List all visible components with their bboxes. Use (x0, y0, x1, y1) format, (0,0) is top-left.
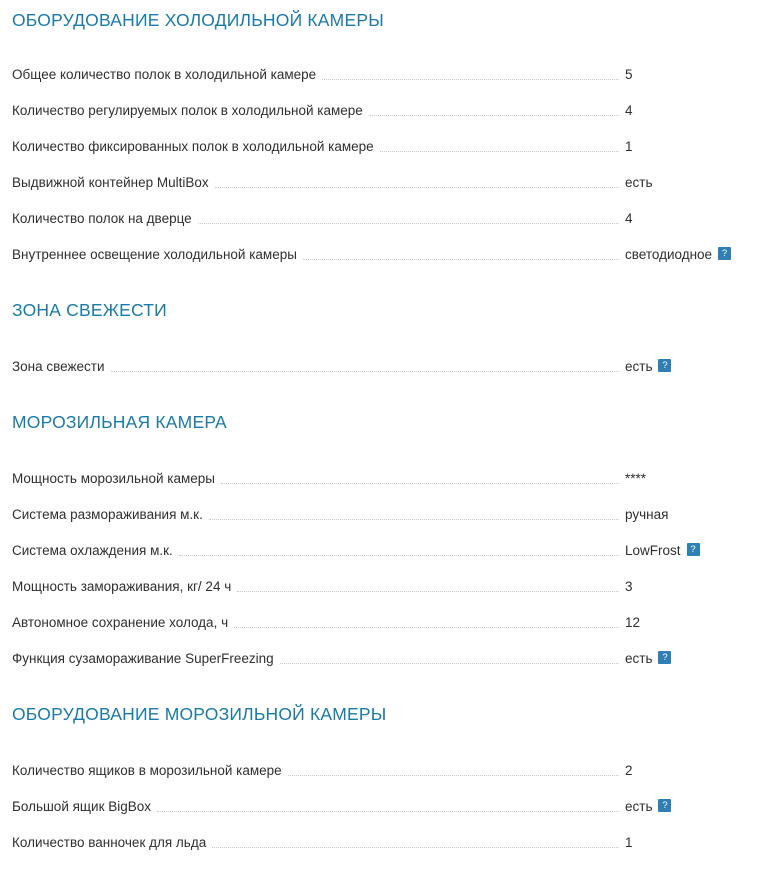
spec-value-text: 3 (625, 578, 633, 594)
spec-rows (12, 746, 755, 854)
spec-row (12, 454, 755, 490)
spec-value-text: 1 (625, 138, 633, 154)
spec-label: Внутреннее освещение холодильной камеры (12, 246, 297, 262)
spec-rows (12, 454, 755, 670)
help-icon[interactable]: ? (658, 359, 671, 372)
spec-row (12, 342, 755, 378)
spec-value (625, 175, 755, 194)
section-title: ОБОРУДОВАНИЕ ХОЛОДИЛЬНОЙ КАМЕРЫ (12, 9, 384, 30)
spec-row (12, 122, 755, 158)
spec-label: Количество ящиков в морозильной камере (12, 762, 282, 778)
spec-label: Система охлаждения м.к. (12, 542, 173, 558)
spec-label: Количество фиксированных полок в холодильной камере (12, 138, 374, 154)
spec-section (12, 692, 755, 854)
spec-value-text: светодиодное (625, 246, 713, 262)
section-header (12, 692, 755, 736)
spec-value (625, 615, 755, 634)
spec-value (625, 67, 755, 86)
dotted-leader (369, 114, 619, 116)
spec-row (12, 746, 755, 782)
dotted-leader (212, 846, 619, 848)
help-icon[interactable]: ? (658, 651, 671, 664)
spec-section (12, 0, 755, 266)
spec-row (12, 598, 755, 634)
spec-value (625, 543, 755, 562)
spec-row (12, 194, 755, 230)
dotted-leader (322, 78, 619, 80)
spec-value-text: LowFrost (625, 542, 681, 558)
spec-value (625, 835, 755, 854)
dotted-leader (280, 662, 619, 664)
spec-label: Мощность морозильной камеры (12, 470, 215, 486)
help-icon[interactable]: ? (658, 799, 671, 812)
spec-row (12, 50, 755, 86)
section-header (12, 400, 755, 444)
dotted-leader (198, 222, 619, 224)
dotted-leader (303, 258, 619, 260)
spec-section (12, 288, 755, 378)
spec-rows (12, 342, 755, 378)
spec-label: Мощность замораживания, кг/ 24 ч (12, 578, 232, 594)
spec-value-text: 4 (625, 102, 633, 118)
spec-value (625, 579, 755, 598)
dotted-leader (111, 370, 619, 372)
spec-row (12, 158, 755, 194)
spec-label: Зона свежести (12, 358, 105, 374)
spec-value-text: **** (625, 470, 647, 486)
spec-value-text: ручная (625, 506, 669, 522)
spec-value (625, 471, 755, 490)
section-header (12, 0, 755, 40)
dotted-leader (157, 810, 619, 812)
spec-section (12, 400, 755, 670)
spec-rows (12, 50, 755, 266)
section-title: ЗОНА СВЕЖЕСТИ (12, 299, 167, 320)
dotted-leader (221, 482, 619, 484)
spec-row (12, 782, 755, 818)
dotted-leader (288, 774, 619, 776)
spec-value-text: 2 (625, 762, 633, 778)
dotted-leader (380, 150, 619, 152)
spec-value (625, 799, 755, 818)
spec-value (625, 507, 755, 526)
spec-value (625, 763, 755, 782)
spec-value (625, 211, 755, 230)
dotted-leader (179, 554, 619, 556)
spec-value (625, 139, 755, 158)
spec-label: Количество регулируемых полок в холодильной камере (12, 102, 363, 118)
spec-row (12, 818, 755, 854)
section-spacer (12, 266, 755, 288)
spec-label: Выдвижной контейнер MultiBox (12, 174, 209, 190)
spec-label: Большой ящик BigBox (12, 798, 152, 814)
spec-label: Система размораживания м.к. (12, 506, 203, 522)
spec-row (12, 634, 755, 670)
section-header (12, 288, 755, 332)
spec-row (12, 86, 755, 122)
spec-value (625, 247, 755, 266)
spec-value-text: 1 (625, 834, 633, 850)
spec-value (625, 359, 755, 378)
spec-row (12, 526, 755, 562)
section-title: МОРОЗИЛЬНАЯ КАМЕРА (12, 411, 227, 432)
spec-value-text: 12 (625, 614, 641, 630)
dotted-leader (237, 590, 619, 592)
dotted-leader (215, 186, 619, 188)
section-spacer (12, 670, 755, 692)
spec-label: Количество полок на дверце (12, 210, 192, 226)
spec-value-text: есть (625, 358, 653, 374)
spec-value (625, 103, 755, 122)
help-icon[interactable]: ? (687, 543, 700, 556)
spec-value (625, 651, 755, 670)
spec-label: Количество ванночек для льда (12, 834, 207, 850)
spec-label: Функция сузамораживание SuperFreezing (12, 650, 274, 666)
spec-value-text: 4 (625, 210, 633, 226)
help-icon[interactable]: ? (718, 247, 731, 260)
spec-value-text: 5 (625, 66, 633, 82)
dotted-leader (209, 518, 619, 520)
sections-container (12, 0, 755, 854)
spec-row (12, 230, 755, 266)
spec-value-text: есть (625, 174, 653, 190)
section-title: ОБОРУДОВАНИЕ МОРОЗИЛЬНОЙ КАМЕРЫ (12, 703, 387, 724)
spec-label: Общее количество полок в холодильной камере (12, 66, 317, 82)
dotted-leader (234, 626, 619, 628)
spec-value-text: есть (625, 798, 653, 814)
spec-row (12, 562, 755, 598)
spec-label: Автономное сохранение холода, ч (12, 614, 229, 630)
section-spacer (12, 378, 755, 400)
spec-row (12, 490, 755, 526)
spec-value-text: есть (625, 650, 653, 666)
